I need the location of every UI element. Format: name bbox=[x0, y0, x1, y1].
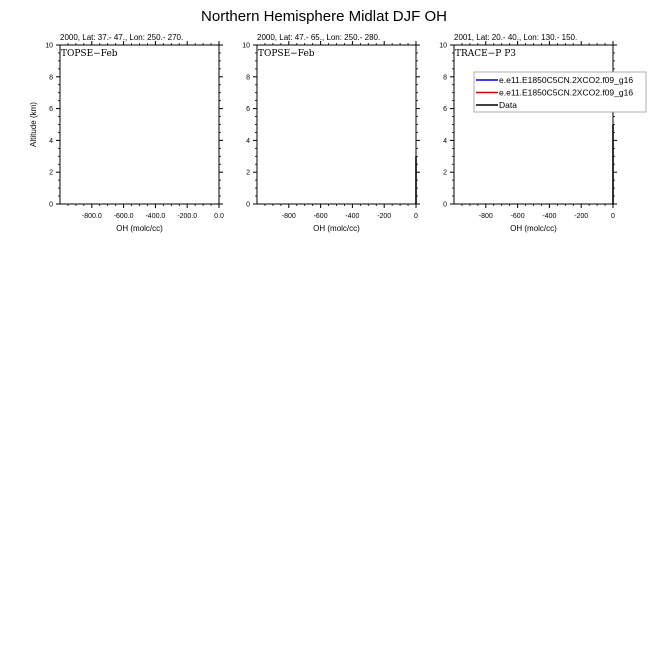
y-tick-label: 10 bbox=[45, 42, 53, 50]
panel-1 bbox=[29, 33, 224, 233]
x-tick-label: 0.0 bbox=[214, 213, 224, 220]
y-axis-label: Altitude (km) bbox=[29, 102, 38, 147]
x-axis-label: OH (molc/cc) bbox=[116, 224, 163, 233]
panel-3 bbox=[439, 33, 646, 233]
x-tick-label: -400 bbox=[542, 213, 557, 220]
campaign-label: TRACE−P P3 bbox=[455, 49, 516, 59]
x-tick-label: -600 bbox=[313, 213, 328, 220]
y-tick-label: 8 bbox=[49, 74, 53, 82]
x-tick-label: 0 bbox=[414, 213, 418, 220]
panel-title: 2000, Lat: 47.- 65., Lon: 250.- 280. bbox=[257, 33, 381, 42]
panel-title: 2000, Lat: 37.- 47., Lon: 250.- 270. bbox=[60, 33, 184, 42]
plot-frame bbox=[257, 45, 416, 204]
page-title: Northern Hemisphere Midlat DJF OH bbox=[201, 8, 447, 25]
y-tick-label: 10 bbox=[242, 42, 250, 50]
x-tick-label: -600.0 bbox=[113, 213, 134, 220]
x-tick-label: -400 bbox=[345, 213, 360, 220]
x-axis-label: OH (molc/cc) bbox=[313, 224, 360, 233]
x-tick-label: -200.0 bbox=[177, 213, 198, 220]
x-tick-label: -800 bbox=[478, 213, 493, 220]
x-tick-label: -200 bbox=[574, 213, 589, 220]
x-tick-label: -600 bbox=[510, 213, 525, 220]
y-tick-label: 0 bbox=[443, 201, 447, 209]
x-tick-label: 0 bbox=[611, 213, 615, 220]
y-tick-label: 2 bbox=[246, 169, 250, 177]
y-tick-label: 2 bbox=[443, 169, 447, 177]
legend-label: Data bbox=[499, 100, 517, 110]
y-tick-label: 2 bbox=[49, 169, 53, 177]
y-tick-label: 4 bbox=[49, 137, 53, 145]
x-tick-label: -200 bbox=[377, 213, 392, 220]
y-tick-label: 4 bbox=[246, 137, 250, 145]
y-tick-label: 6 bbox=[246, 106, 250, 114]
campaign-label: TOPSE−Feb bbox=[61, 49, 118, 59]
y-tick-label: 0 bbox=[49, 201, 53, 209]
campaign-label: TOPSE−Feb bbox=[258, 49, 315, 59]
x-tick-label: -800 bbox=[281, 213, 296, 220]
y-tick-label: 8 bbox=[443, 74, 447, 82]
plot-frame bbox=[454, 45, 613, 204]
y-tick-label: 4 bbox=[443, 137, 447, 145]
x-tick-label: -400.0 bbox=[145, 213, 166, 220]
y-tick-label: 10 bbox=[439, 42, 447, 50]
x-axis-label: OH (molc/cc) bbox=[510, 224, 557, 233]
plot-frame bbox=[60, 45, 219, 204]
legend-label: e.e11.E1850C5CN.2XCO2.f09_g16 bbox=[499, 87, 634, 98]
x-tick-label: -800.0 bbox=[81, 213, 102, 220]
legend-label: e.e11.E1850C5CN.2XCO2.f09_g16 bbox=[499, 75, 634, 85]
panel-2 bbox=[242, 33, 420, 233]
y-tick-label: 8 bbox=[246, 74, 250, 82]
y-tick-label: 0 bbox=[246, 201, 250, 209]
y-tick-label: 6 bbox=[443, 106, 447, 114]
panel-title: 2001, Lat: 20.- 40., Lon: 130.- 150. bbox=[454, 33, 578, 42]
y-tick-label: 6 bbox=[49, 106, 53, 114]
